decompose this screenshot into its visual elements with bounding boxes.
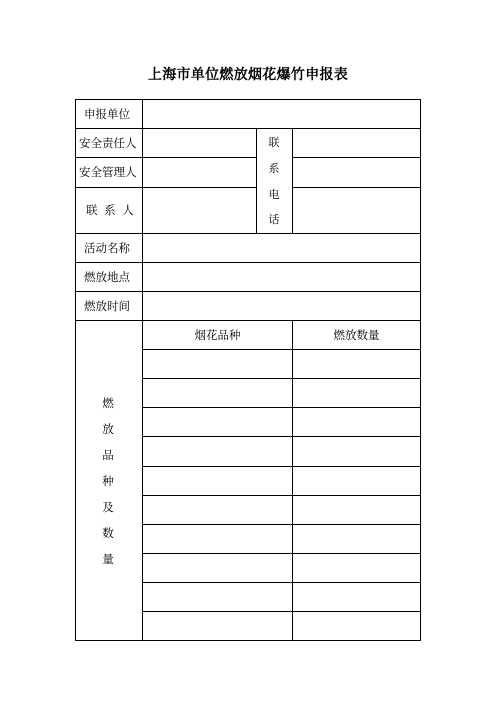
border-line (142, 611, 421, 612)
safety-responsible-label: 安全责任人 (79, 136, 137, 150)
contact-phone-char: 电 (268, 188, 280, 201)
location-label: 燃放地点 (84, 270, 130, 284)
variety-column-header: 烟花品种 (194, 328, 241, 342)
border-line (142, 349, 421, 350)
border-line (142, 378, 421, 379)
time-field[interactable] (143, 292, 420, 320)
products-label-char: 燃 (102, 396, 114, 410)
applicant-unit-label: 申报单位 (84, 107, 130, 121)
contact-phone-char: 系 (268, 162, 280, 175)
border-line (75, 640, 421, 641)
products-label-char: 种 (102, 474, 114, 488)
activity-name-label: 活动名称 (84, 241, 130, 255)
form-title: 上海市单位燃放烟花爆竹申报表 (147, 67, 349, 83)
border-line (142, 407, 421, 408)
border-line (142, 436, 421, 437)
border-line (142, 495, 421, 496)
contact-phone-char: 话 (268, 213, 280, 226)
applicant-unit-field[interactable] (143, 100, 420, 128)
contact-phone-char: 联 (268, 136, 280, 149)
border-line (142, 466, 421, 467)
time-label: 燃放时间 (84, 299, 130, 313)
safety-manager-field[interactable] (143, 158, 256, 187)
border-line (75, 320, 421, 321)
safety-manager-label: 安全管理人 (79, 165, 137, 179)
border-line (256, 128, 257, 233)
location-field[interactable] (143, 263, 420, 291)
phone-field[interactable] (293, 188, 420, 233)
phone-field[interactable] (293, 129, 420, 157)
products-label-char: 品 (102, 448, 114, 462)
border-line (292, 320, 293, 641)
contact-person-label: 联 系 人 (86, 203, 134, 217)
products-label-char: 及 (102, 500, 114, 514)
border-line (75, 99, 76, 641)
contact-person-field[interactable] (143, 188, 256, 233)
products-label-char: 放 (102, 422, 114, 436)
products-label-char: 量 (102, 552, 114, 566)
quantity-column-header: 燃放数量 (333, 328, 380, 342)
phone-field[interactable] (293, 158, 420, 187)
products-label-char: 数 (102, 526, 114, 540)
safety-responsible-field[interactable] (143, 129, 256, 157)
border-line (420, 99, 421, 641)
border-line (142, 524, 421, 525)
border-line (142, 553, 421, 554)
border-line (142, 582, 421, 583)
activity-name-field[interactable] (143, 234, 420, 262)
